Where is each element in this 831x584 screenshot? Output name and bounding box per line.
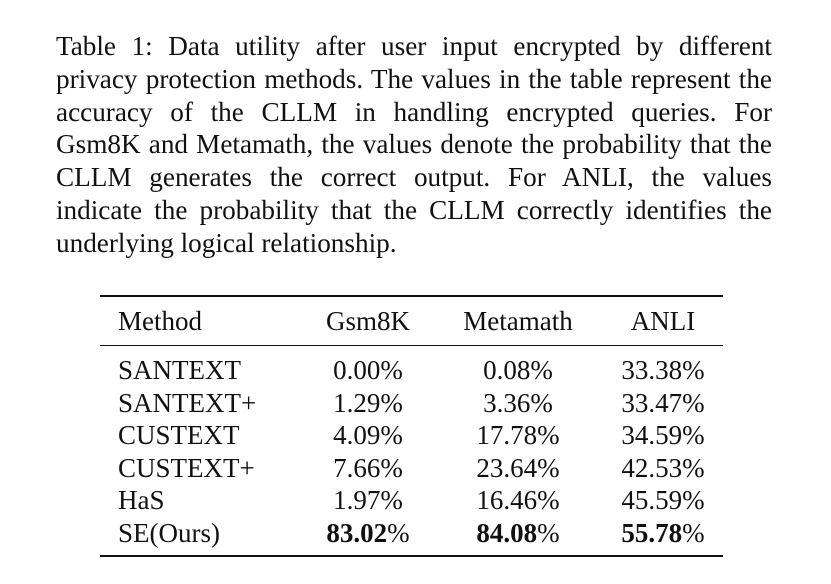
table-row: [100, 387, 723, 420]
results-table-container: [100, 295, 723, 557]
table-row: [100, 419, 723, 452]
method-cell: CUSTEXT+: [118, 452, 255, 483]
method-cell: HaS: [118, 485, 165, 515]
table-row: [100, 452, 723, 485]
anli-cell: 45.59%: [621, 485, 705, 515]
gsm8k-cell: 1.29%: [333, 387, 403, 418]
header-metamath: Metamath: [463, 305, 573, 336]
method-cell: CUSTEXT: [118, 420, 240, 450]
method-cell: SANTEXT+: [118, 387, 257, 418]
results-table: [100, 295, 723, 557]
anli-cell: 42.53%: [621, 452, 705, 483]
gsm8k-cell: 7.66%: [333, 452, 403, 483]
metamath-cell: 23.64%: [476, 452, 560, 483]
gsm8k-cell: 1.97%: [333, 485, 403, 515]
metamath-cell-best: [433, 517, 603, 557]
metamath-cell: 17.78%: [476, 420, 560, 450]
anli-best-value: 55.78: [621, 517, 683, 548]
header-method: Method: [118, 305, 202, 336]
method-cell: SANTEXT: [118, 355, 241, 385]
gsm8k-best-value: 83.02: [326, 517, 388, 548]
metamath-best-unit: %: [537, 517, 560, 548]
anli-best-unit: %: [682, 517, 705, 548]
gsm8k-cell: 4.09%: [333, 420, 403, 450]
gsm8k-cell-best: [303, 517, 433, 557]
metamath-cell: 0.08%: [483, 355, 553, 385]
gsm8k-best-unit: %: [387, 517, 410, 548]
anli-cell: 34.59%: [621, 420, 705, 450]
anli-cell: 33.38%: [621, 355, 705, 385]
table-row: [100, 346, 723, 387]
header-gsm8k: Gsm8K: [325, 305, 410, 336]
anli-cell-best: [603, 517, 723, 557]
method-cell: SE(Ours): [118, 517, 220, 548]
anli-cell: 33.47%: [621, 387, 705, 418]
metamath-cell: 3.36%: [483, 387, 553, 418]
table-header-row: [100, 296, 723, 346]
table-row: [100, 484, 723, 517]
metamath-cell: 16.46%: [476, 485, 560, 515]
gsm8k-cell: 0.00%: [333, 355, 403, 385]
table-caption: Table 1: Data utility after user input encrypted by different privacy protection methods. The values in the table represent the accuracy of the CLLM in handling encrypted queries. For Gsm8K and Metamath, the values denote the probability that the CLLM generates the correct output. For ANLI, the values indicate the probability that the CLLM correctly identifies the underlying logical relationship.: [56, 31, 772, 258]
table-row-ours: [100, 517, 723, 557]
header-anli: ANLI: [630, 305, 696, 336]
metamath-best-value: 84.08: [476, 517, 538, 548]
